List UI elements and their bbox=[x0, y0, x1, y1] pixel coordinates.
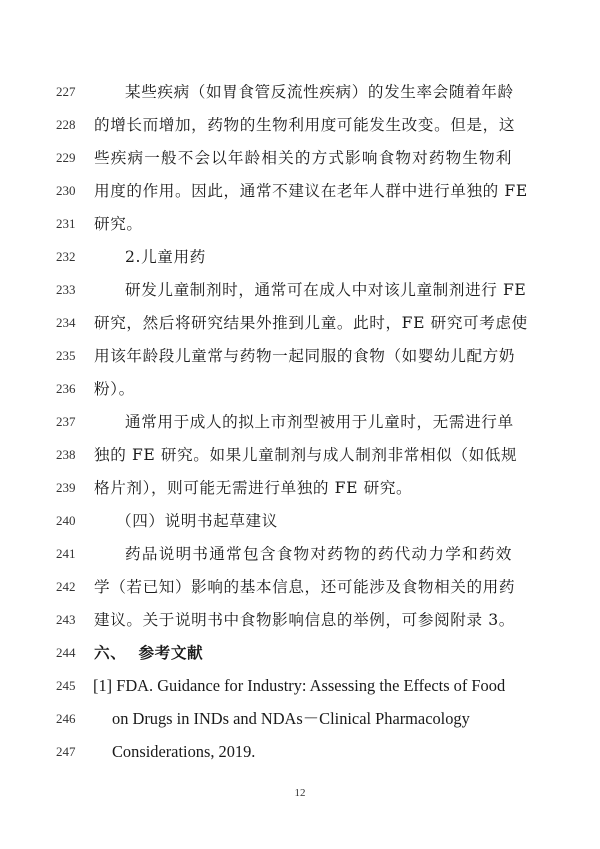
paragraph-line: 用该年龄段儿童常与药物一起同服的食物（如婴幼儿配方奶 bbox=[94, 347, 516, 365]
text-line bbox=[0, 210, 600, 238]
line-number: 237 bbox=[56, 414, 76, 429]
text-line bbox=[0, 243, 600, 271]
text-line bbox=[0, 672, 600, 700]
text-line bbox=[0, 177, 600, 205]
page-number: 12 bbox=[294, 787, 306, 799]
line-number: 229 bbox=[56, 150, 76, 165]
paragraph-line: 研发儿童制剂时，通常可在成人中对该儿童制剂进行 FE bbox=[125, 281, 527, 299]
line-number: 235 bbox=[56, 348, 76, 363]
text-line bbox=[0, 441, 600, 469]
line-number: 231 bbox=[56, 216, 76, 231]
text-line bbox=[0, 540, 600, 568]
text-line bbox=[0, 342, 600, 370]
paragraph-line: 用度的作用。因此，通常不建议在老年人群中进行单独的 FE bbox=[94, 182, 528, 200]
paragraph-line: 建议。关于说明书中食物影响信息的举例，可参阅附录 3。 bbox=[94, 611, 515, 629]
text-line bbox=[0, 474, 600, 502]
paragraph-line: 研究，然后将研究结果外推到儿童。此时，FE 研究可考虑使 bbox=[94, 314, 528, 332]
paragraph-line: 学（若已知）影响的基本信息，还可能涉及食物相关的用药 bbox=[94, 578, 516, 596]
chapter-heading: 六、 参考文献 bbox=[94, 643, 204, 662]
text-line bbox=[0, 111, 600, 139]
line-number: 244 bbox=[56, 645, 76, 660]
paragraph-line: 某些疾病（如胃食管反流性疾病）的发生率会随着年龄 bbox=[125, 83, 514, 101]
text-line bbox=[0, 78, 600, 106]
line-number: 230 bbox=[56, 183, 76, 198]
line-number: 247 bbox=[56, 744, 76, 759]
reference-entry: Considerations, 2019. bbox=[112, 742, 256, 761]
line-number: 242 bbox=[56, 579, 76, 594]
text-line bbox=[0, 276, 600, 304]
paragraph-line: 的增长而增加，药物的生物利用度可能发生改变。但是，这 bbox=[94, 116, 516, 134]
paragraph-line: 药品说明书通常包含食物对药物的药代动力学和药效 bbox=[125, 545, 512, 563]
paragraph-line: 独的 FE 研究。如果儿童制剂与成人制剂非常相似（如低规 bbox=[94, 446, 518, 464]
text-line bbox=[0, 309, 600, 337]
line-number: 246 bbox=[56, 711, 76, 726]
text-line bbox=[0, 375, 600, 403]
section-heading: 2.儿童用药 bbox=[125, 248, 206, 266]
paragraph-line: 研究。 bbox=[94, 215, 143, 233]
line-number: 232 bbox=[56, 249, 76, 264]
line-number: 243 bbox=[56, 612, 76, 627]
section-heading: （四）说明书起草建议 bbox=[116, 512, 278, 530]
line-number: 245 bbox=[56, 678, 76, 693]
text-line bbox=[0, 606, 600, 634]
text-line bbox=[0, 738, 600, 766]
paragraph-line: 通常用于成人的拟上市剂型被用于儿童时，无需进行单 bbox=[125, 413, 514, 431]
reference-entry: [1] FDA. Guidance for Industry: Assessing the Effects of Food bbox=[93, 676, 506, 695]
text-line bbox=[0, 573, 600, 601]
line-number: 239 bbox=[56, 480, 76, 495]
text-line bbox=[0, 408, 600, 436]
line-number: 241 bbox=[56, 546, 76, 561]
paragraph-line: 粉）。 bbox=[94, 380, 135, 398]
line-number: 233 bbox=[56, 282, 76, 297]
line-number: 238 bbox=[56, 447, 76, 462]
text-line bbox=[0, 639, 600, 667]
paragraph-line: 格片剂），则可能无需进行单独的 FE 研究。 bbox=[94, 479, 413, 497]
line-number: 227 bbox=[56, 84, 76, 99]
text-line bbox=[0, 705, 600, 733]
line-number: 234 bbox=[56, 315, 76, 330]
reference-entry: on Drugs in INDs and NDAs－Clinical Pharmacology bbox=[112, 709, 470, 728]
paragraph-line: 些疾病一般不会以年龄相关的方式影响食物对药物生物利 bbox=[94, 149, 512, 167]
text-line bbox=[0, 144, 600, 172]
line-number: 240 bbox=[56, 513, 76, 528]
line-number: 228 bbox=[56, 117, 76, 132]
line-number: 236 bbox=[56, 381, 76, 396]
text-line bbox=[0, 507, 600, 535]
